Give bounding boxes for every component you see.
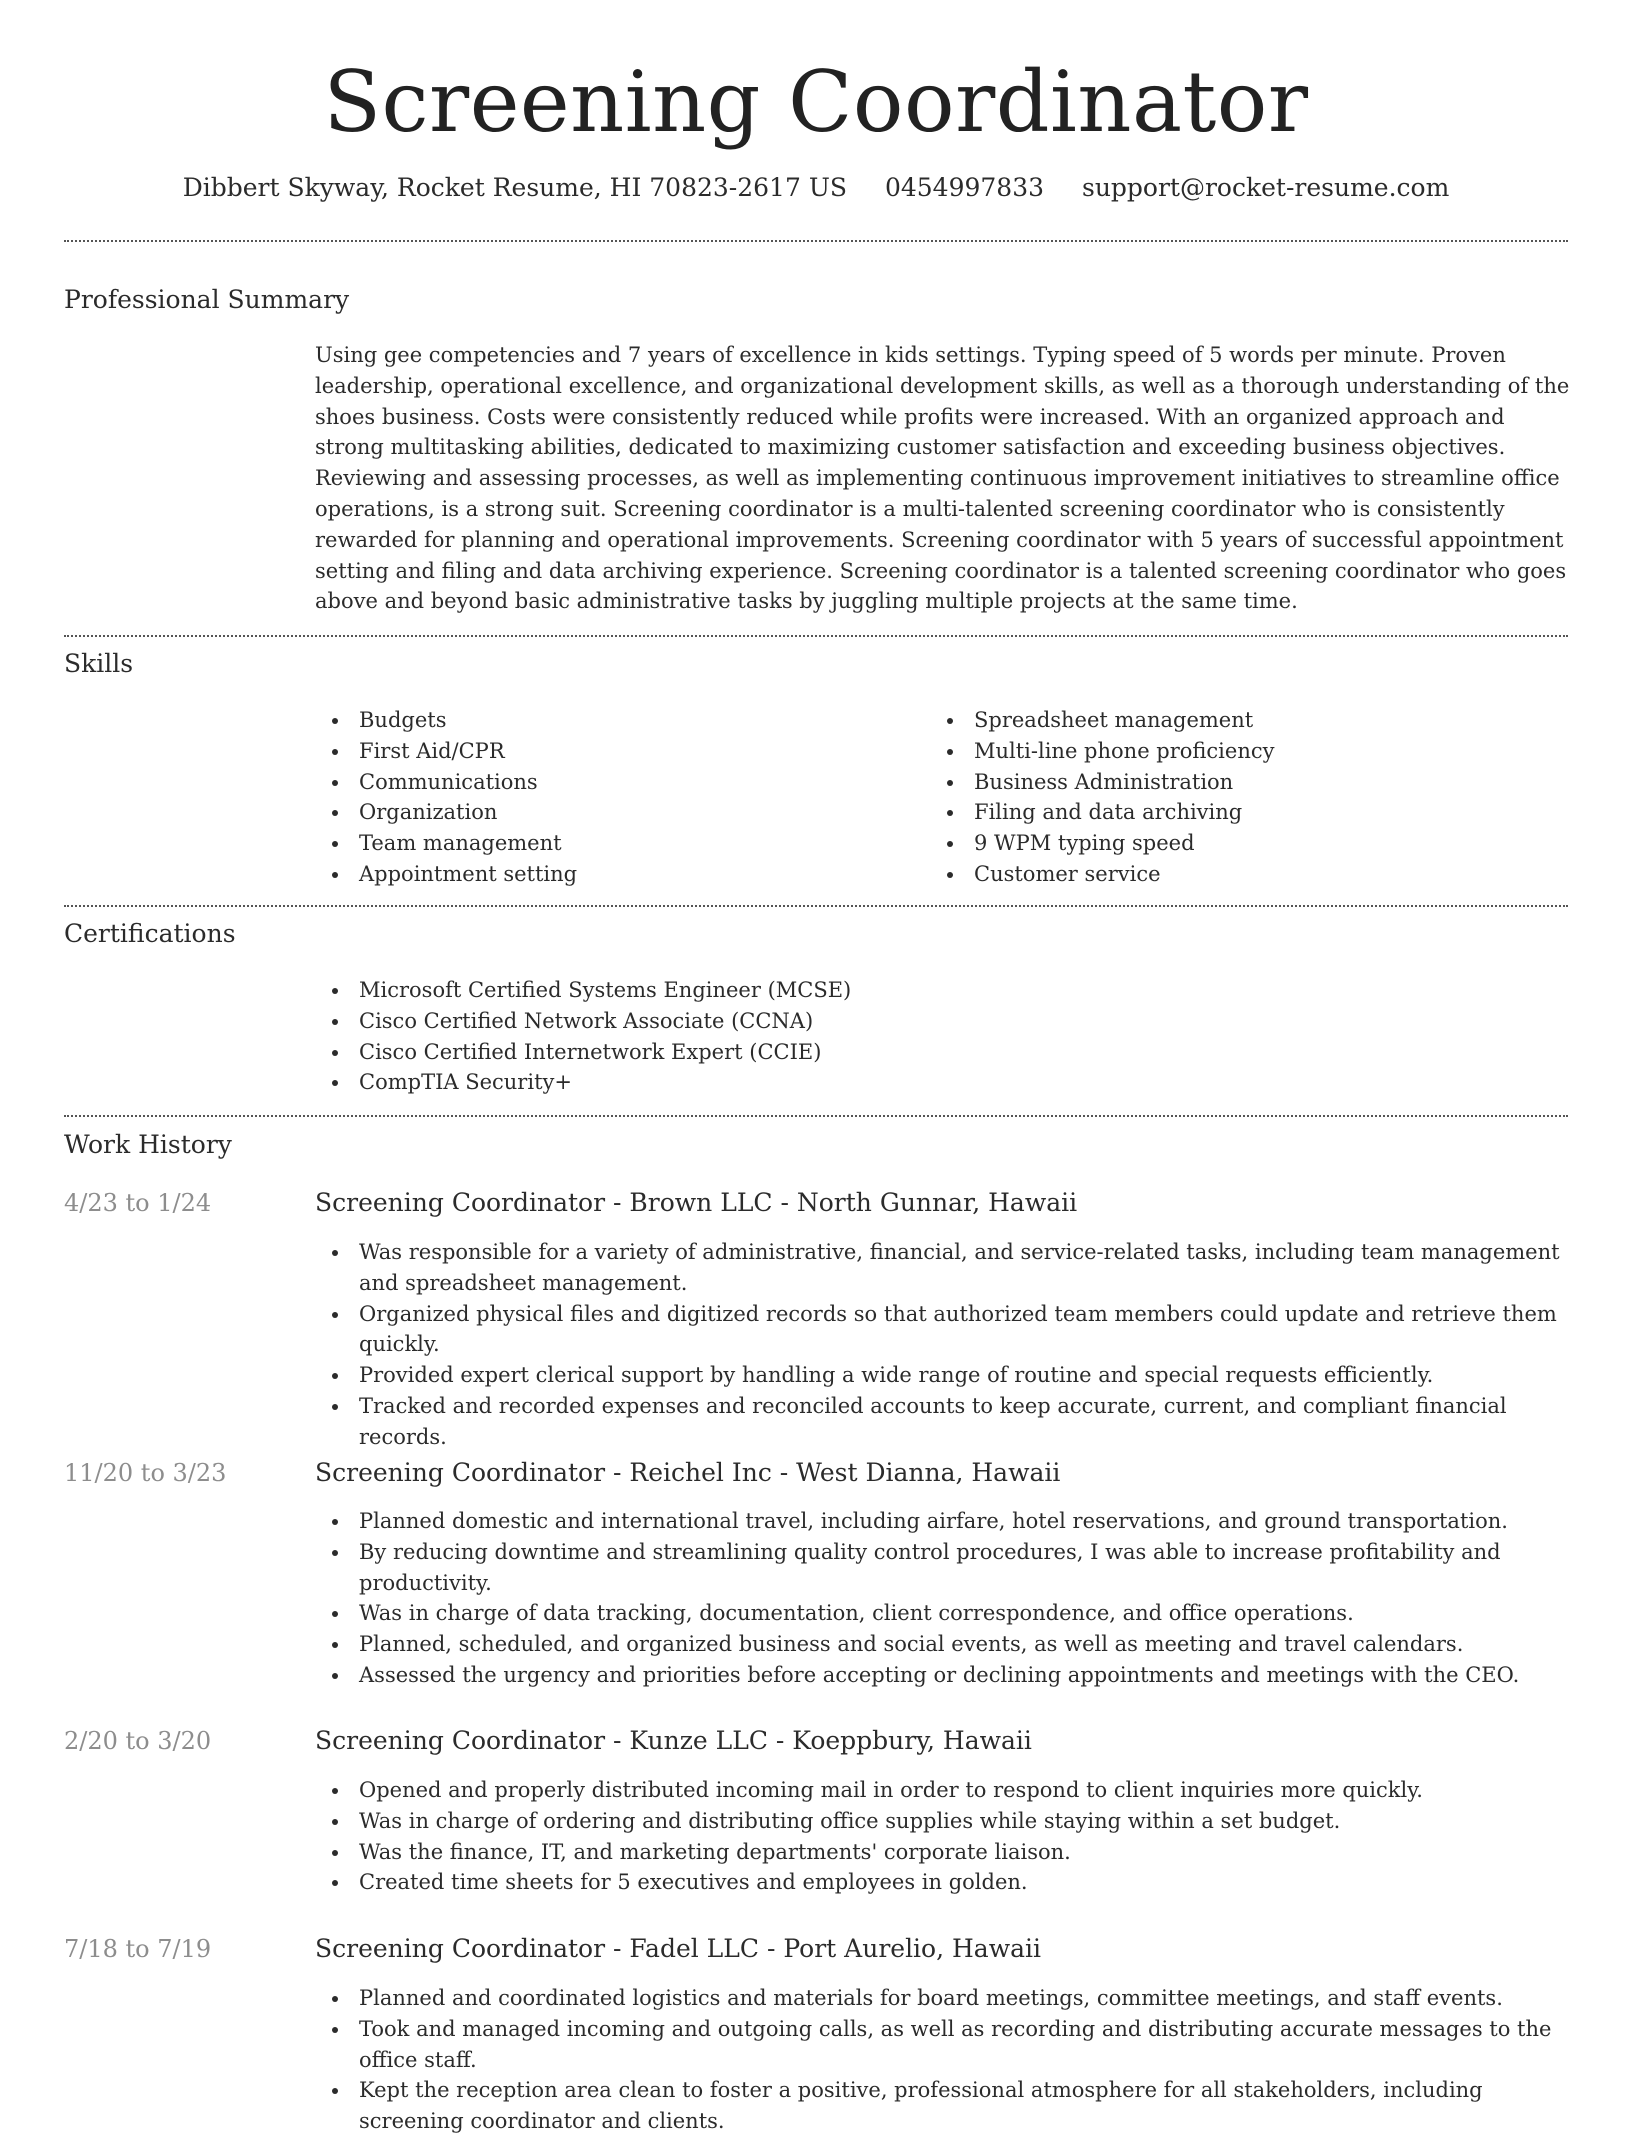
skill-item: First Aid/CPR	[315, 736, 915, 767]
job-title: Screening Coordinator - Kunze LLC - Koeppbury, Hawaii	[315, 1726, 1032, 1755]
divider	[64, 1115, 1568, 1117]
job-title: Screening Coordinator - Fadel LLC - Port Aurelio, Hawaii	[315, 1934, 1042, 1963]
job-duty: Was in charge of data tracking, documentation, client correspondence, and office operations.	[315, 1598, 1575, 1629]
resume-name: Screening Coordinator	[323, 53, 1309, 151]
job-dates: 11/20 to 3/23	[64, 1459, 227, 1487]
skill-item: Spreadsheet management	[930, 705, 1550, 736]
section-title-skills: Skills	[64, 649, 134, 678]
skill-item: Customer service	[930, 859, 1550, 890]
job-duty: Provided expert clerical support by handling a wide range of routine and special requests efficiently.	[315, 1360, 1575, 1391]
certification-item: Cisco Certified Network Associate (CCNA)	[315, 1006, 1515, 1037]
skills-list-left	[315, 705, 915, 890]
certification-item: Cisco Certified Internetwork Expert (CCIE)	[315, 1037, 1515, 1068]
job-dates: 4/23 to 1/24	[64, 1189, 212, 1217]
skill-item: 9 WPM typing speed	[930, 828, 1550, 859]
job-dates: 2/20 to 3/20	[64, 1727, 212, 1755]
skill-item: Team management	[315, 828, 915, 859]
job-duties	[315, 1506, 1575, 1691]
section-title-certifications: Certifications	[64, 919, 236, 948]
skill-item: Budgets	[315, 705, 915, 736]
job-duty: Tracked and recorded expenses and reconciled accounts to keep accurate, current, and compliant financial records.	[315, 1391, 1575, 1453]
skill-item: Organization	[315, 797, 915, 828]
certification-item: Microsoft Certified Systems Engineer (MCSE)	[315, 975, 1515, 1006]
certification-item: CompTIA Security+	[315, 1067, 1515, 1098]
job-duty: Created time sheets for 5 executives and employees in golden.	[315, 1867, 1575, 1898]
job-duties	[315, 1237, 1575, 1453]
job-duty: Was the finance, IT, and marketing departments' corporate liaison.	[315, 1837, 1575, 1868]
job-duty: Was in charge of ordering and distributing office supplies while staying within a set budget.	[315, 1806, 1575, 1837]
job-title: Screening Coordinator - Brown LLC - North Gunnar, Hawaii	[315, 1188, 1078, 1217]
job-duty: Opened and properly distributed incoming mail in order to respond to client inquiries more quickly.	[315, 1775, 1575, 1806]
skill-item: Communications	[315, 767, 915, 798]
job-duty: Planned domestic and international travel, including airfare, hotel reservations, and ground transportation.	[315, 1506, 1575, 1537]
job-duty: Was responsible for a variety of administrative, financial, and service-related tasks, including team management and spreadsheet management.	[315, 1237, 1575, 1299]
summary-text: Using gee competencies and 7 years of excellence in kids settings. Typing speed of 5 words per minute. Proven leadership, operational excellence, and organizational development skills, as well as a thorough understanding of the shoes business. Costs were consistently reduced while profits were increased. With an organized approach and strong multitasking abilities, dedicated to maximizing customer satisfaction and exceeding business objectives. Reviewing and assessing processes, as well as implementing continuous improvement initiatives to streamline office operations, is a strong suit. Screening coordinator is a multi-talented screening coordinator who is consistently rewarded for planning and operational improvements. Screening coordinator with 5 years of successful appointment setting and filing and data archiving experience. Screening coordinator is a talented screening coordinator who goes above and beyond basic administrative tasks by juggling multiple projects at the same time.	[315, 343, 1570, 614]
contact-line	[0, 172, 1632, 204]
section-title-summary: Professional Summary	[64, 285, 350, 314]
job-duty: Kept the reception area clean to foster a positive, professional atmosphere for all stakeholders, including screening coordinator and clients.	[315, 2075, 1575, 2137]
job-duty: By reducing downtime and streamlining quality control procedures, I was able to increase profitability and productivity.	[315, 1537, 1575, 1599]
skill-item: Business Administration	[930, 767, 1550, 798]
job-title: Screening Coordinator - Reichel Inc - West Dianna, Hawaii	[315, 1458, 1061, 1487]
contact-email: support@rocket-resume.com	[1081, 173, 1450, 202]
job-duty: Took and managed incoming and outgoing calls, as well as recording and distributing accurate messages to the office staff.	[315, 2014, 1575, 2076]
skill-item: Filing and data archiving	[930, 797, 1550, 828]
job-duty: Assessed the urgency and priorities before accepting or declining appointments and meetings with the CEO.	[315, 1660, 1575, 1691]
contact-phone: 0454997833	[884, 173, 1045, 202]
contact-address: Dibbert Skyway, Rocket Resume, HI 70823-2617 US	[182, 173, 848, 202]
job-duty: Planned and coordinated logistics and materials for board meetings, committee meetings, and staff events.	[315, 1983, 1575, 2014]
section-title-work-history: Work History	[64, 1130, 232, 1159]
skill-item: Appointment setting	[315, 859, 915, 890]
skill-item: Multi-line phone proficiency	[930, 736, 1550, 767]
divider	[64, 635, 1568, 637]
certifications-list	[315, 975, 1515, 1098]
job-duties	[315, 1983, 1575, 2137]
job-dates: 7/18 to 7/19	[64, 1935, 212, 1963]
skills-list-right	[930, 705, 1550, 890]
job-duties	[315, 1775, 1575, 1898]
job-duty: Organized physical files and digitized records so that authorized team members could update and retrieve them quickly.	[315, 1299, 1575, 1361]
divider	[64, 905, 1568, 907]
job-duty: Planned, scheduled, and organized business and social events, as well as meeting and travel calendars.	[315, 1629, 1575, 1660]
divider	[64, 240, 1568, 242]
